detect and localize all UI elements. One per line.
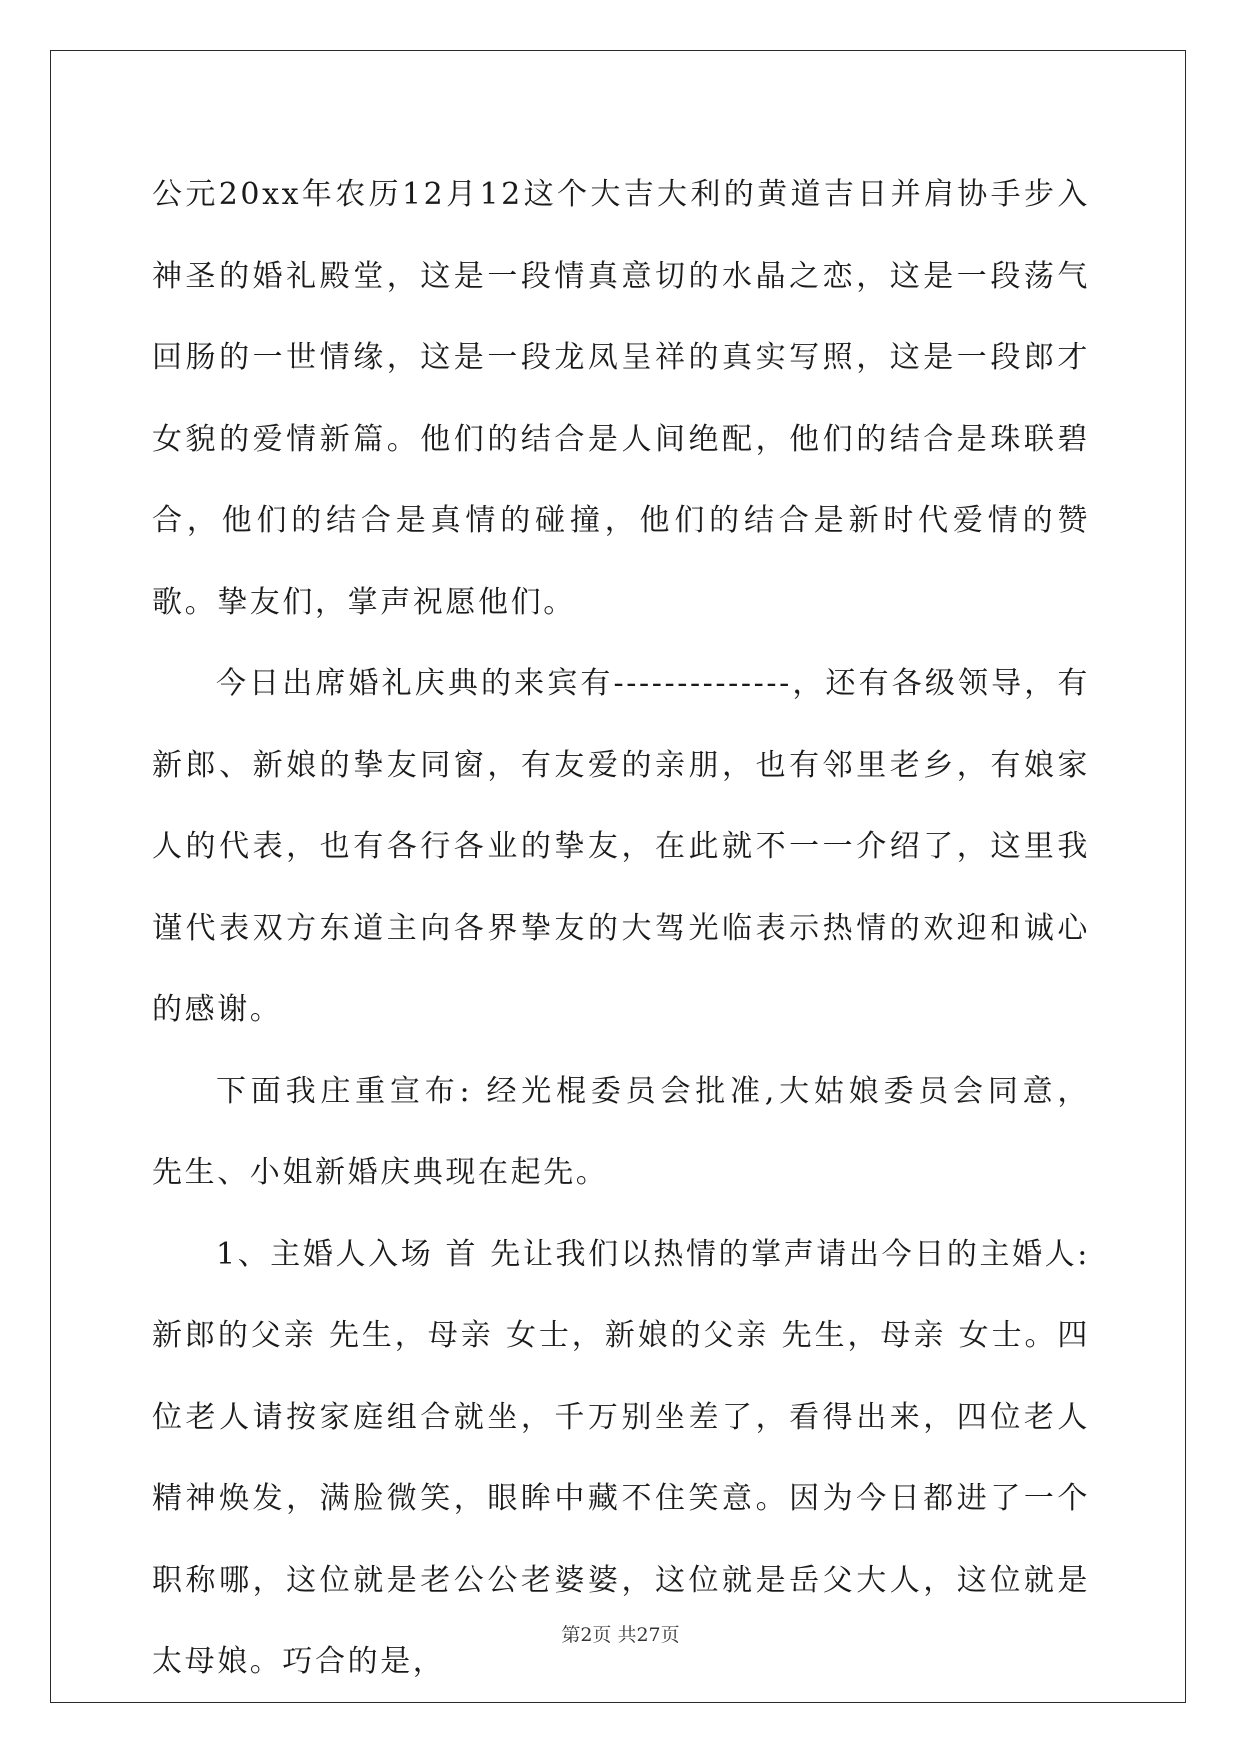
- paragraph-4: 1、主婚人入场 首 先让我们以热情的掌声请出今日的主婚人: 新郎的父亲 先生，母亲 女士，新娘的父亲 先生，母亲 女士。四位老人请按家庭组合就坐，千万别坐差了，看得出来，四位老人精神焕发，满脸微笑，眼眸中藏不住笑意。因为今日都进了一个职称哪，这位就是老公公老婆婆，这位就是岳父大人，这位就是太母娘。巧合的是，: [152, 1236, 1103, 1679]
- document-body: [152, 154, 1115, 1703]
- page-number-footer: 第2页 共27页: [561, 1624, 680, 1646]
- paragraph-1: 公元20xx年农历12月12这个大吉大利的黄道吉日并肩协手步入神圣的婚礼殿堂，这是一段情真意切的水晶之恋，这是一段荡气回肠的一世情缘，这是一段龙凤呈祥的真实写照，这是一段郎才女貌的爱情新篇。他们的结合是人间绝配，他们的结合是珠联碧合，他们的结合是真情的碰撞，他们的结合是新时代爱情的赞歌。挚友们，掌声祝愿他们。: [152, 177, 1090, 620]
- paragraph-2: 今日出席婚礼庆典的来宾有--------------，还有各级领导，有新郎、新娘的挚友同窗，有友爱的亲朋，也有邻里老乡，有娘家人的代表，也有各行各业的挚友，在此就不一一介绍了，这里我谨代表双方东道主向各界挚友的大驾光临表示热情的欢迎和诚心的感谢。: [152, 666, 1090, 1027]
- paragraph-3: 下面我庄重宣布: 经光棍委员会批准,大姑娘委员会同意， 先生、小姐新婚庆典现在起先。: [152, 1073, 1115, 1190]
